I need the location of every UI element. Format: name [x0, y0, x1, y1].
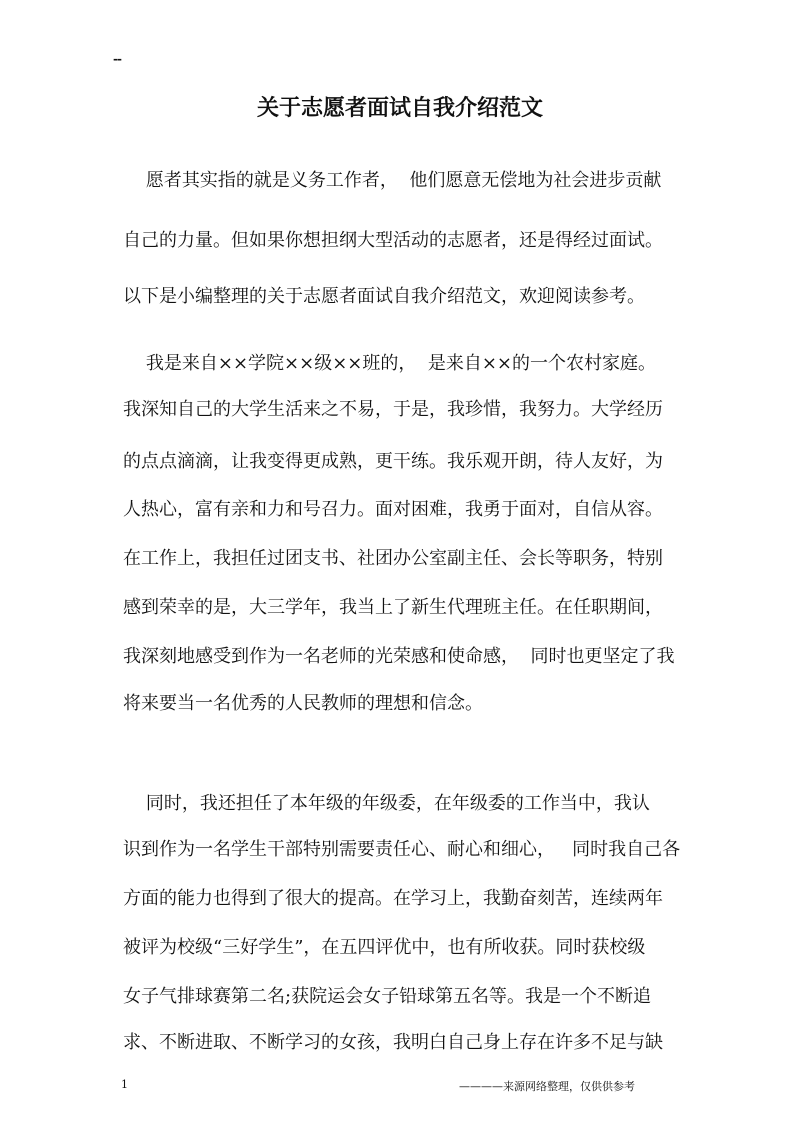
corner-mark: -- [113, 52, 121, 66]
body-line: 同时，我还担任了本年级的年级委，在年级委的工作当中，我认 [123, 793, 650, 814]
body-line: 以下是小编整理的关于志愿者面试自我介绍范文，欢迎阅读参考。 [123, 286, 645, 307]
body-line: 被评为校级“三好学生”，在五四评优中，也有所收获。同时获校级 [123, 937, 646, 958]
body-line: 感到荣幸的是，大三学年，我当上了新生代理班主任。在任职期间， [123, 597, 663, 618]
body-line: 人热心，富有亲和力和号召力。面对困难，我勇于面对，自信从容。 [123, 499, 663, 520]
body-line: 自己的力量。但如果你想担纲大型活动的志愿者，还是得经过面试。 [123, 230, 663, 251]
document-title: 关于志愿者面试自我介绍范文 [256, 95, 543, 121]
body-line: 在工作上，我担任过团支书、社团办公室副主任、会长等职务，特别 [123, 548, 663, 569]
body-line: 的点点滴滴，让我变得更成熟，更干练。我乐观开朗，待人友好，为 [123, 451, 663, 472]
body-line: 我深刻地感受到作为一名老师的光荣感和使命感， 同时也更坚定了我 [123, 646, 675, 667]
body-line: 女子气排球赛第二名;获院运会女子铅球第五名等。我是一个不断追 [123, 986, 652, 1007]
body-line: 方面的能力也得到了很大的提高。在学习上，我勤奋刻苦，连续两年 [123, 888, 663, 909]
footer-source-note: ————来源网络整理，仅供供参考 [459, 1080, 635, 1093]
body-line: 愿者其实指的就是义务工作者， 他们愿意无偿地为社会进步贡献 [123, 170, 662, 191]
body-line: 识到作为一名学生干部特别需要责任心、耐心和细心， 同时我自己各 [123, 839, 681, 860]
body-line: 将来要当一名优秀的人民教师的理想和信念。 [123, 693, 483, 714]
body-line: 求、不断进取、不断学习的女孩，我明白自己身上存在许多不足与缺 [123, 1032, 663, 1053]
footer-page-number: 1 [121, 1078, 128, 1091]
body-line: 我是来自××学院××级××班的， 是来自××的一个农村家庭。 [123, 353, 656, 374]
body-line: 我深知自己的大学生活来之不易，于是，我珍惜，我努力。大学经历 [123, 399, 663, 420]
